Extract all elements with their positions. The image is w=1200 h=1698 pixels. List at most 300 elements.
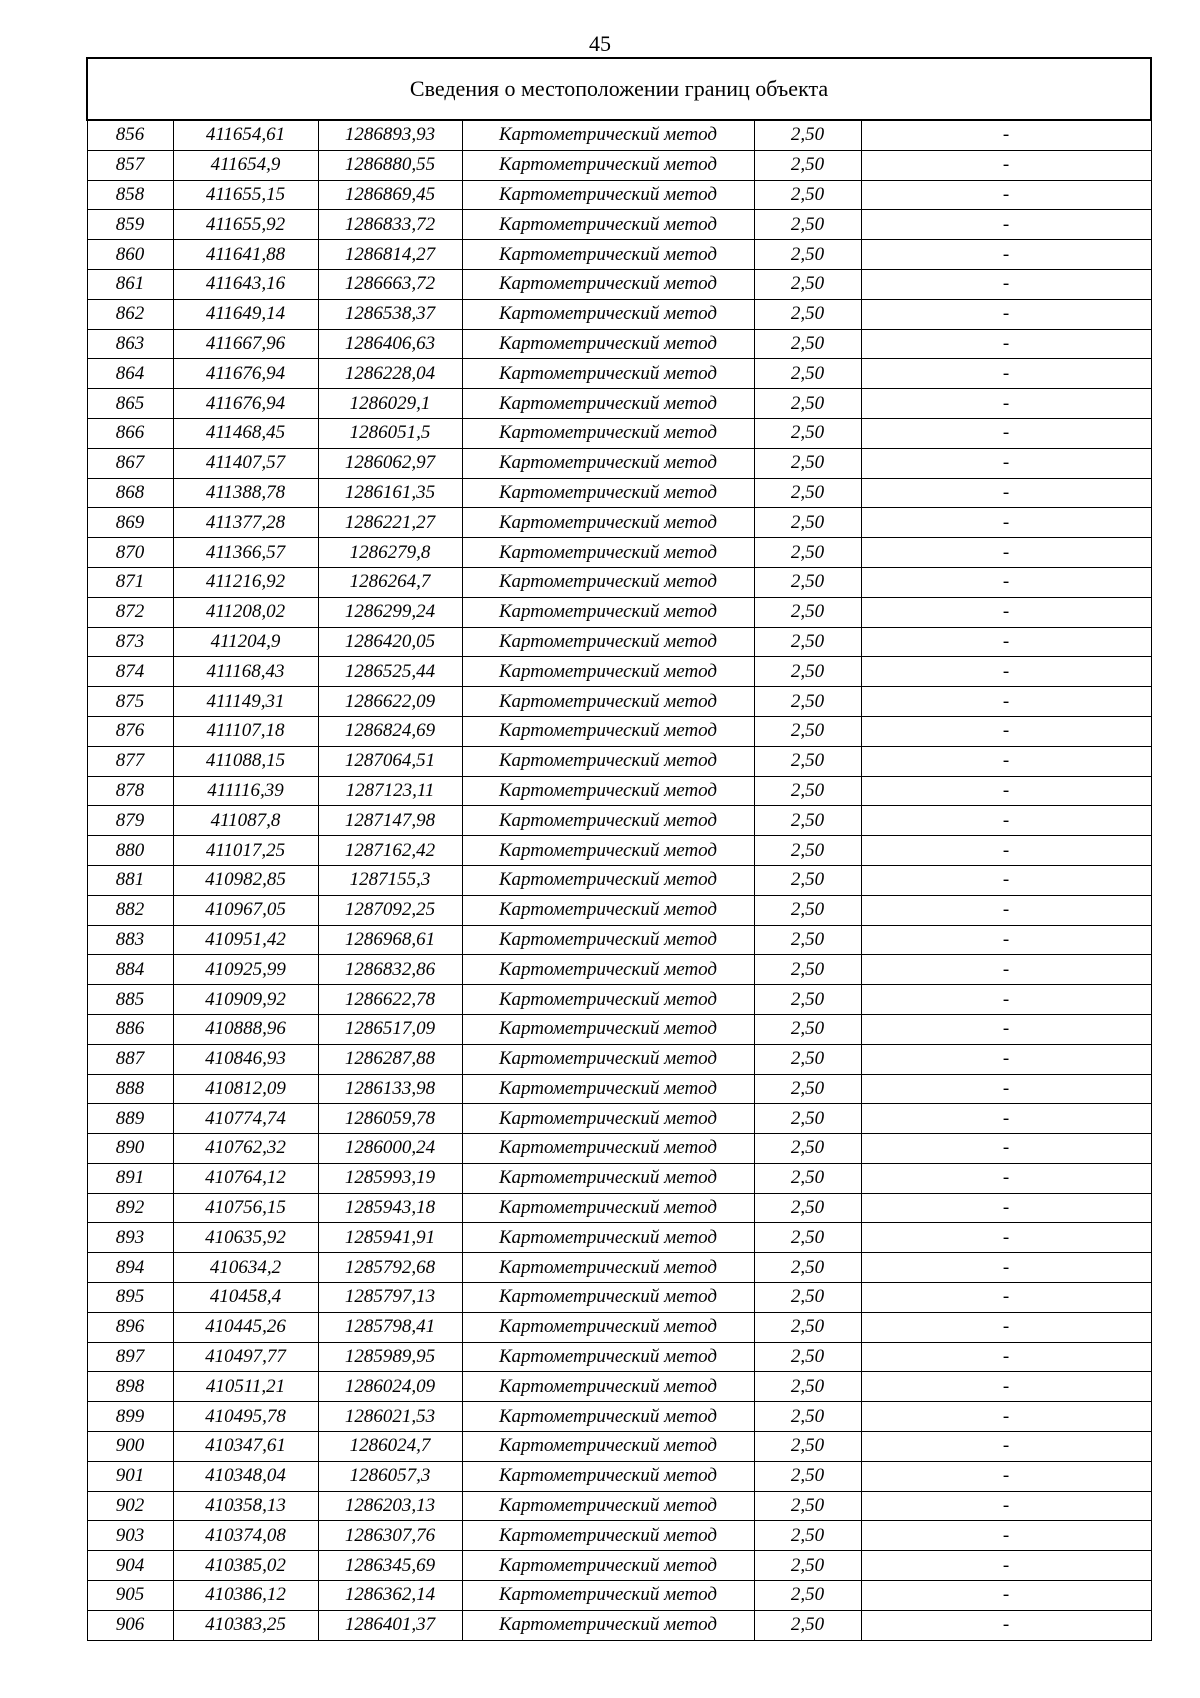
table-row	[87, 895, 1151, 925]
page-number: 45	[589, 31, 611, 56]
table-row	[87, 120, 1151, 150]
point-number-cell: 886	[87, 1014, 173, 1044]
method-cell: Картометрический метод	[462, 1134, 754, 1164]
table-row	[87, 985, 1151, 1015]
y-coordinate-cell: 1286024,7	[318, 1432, 462, 1462]
description-cell: -	[861, 329, 1151, 359]
y-coordinate-cell: 1286345,69	[318, 1551, 462, 1581]
accuracy-cell: 2,50	[754, 359, 861, 389]
table-row	[87, 955, 1151, 985]
x-coordinate-cell: 411655,92	[173, 210, 318, 240]
accuracy-cell: 2,50	[754, 1551, 861, 1581]
y-coordinate-cell: 1286133,98	[318, 1074, 462, 1104]
method-cell: Картометрический метод	[462, 925, 754, 955]
y-coordinate-cell: 1285797,13	[318, 1283, 462, 1313]
table-row	[87, 1551, 1151, 1581]
description-cell: -	[861, 955, 1151, 985]
x-coordinate-cell: 411116,39	[173, 776, 318, 806]
accuracy-cell: 2,50	[754, 1521, 861, 1551]
point-number-cell: 864	[87, 359, 173, 389]
point-number-cell: 892	[87, 1193, 173, 1223]
x-coordinate-cell: 411377,28	[173, 508, 318, 538]
table-row	[87, 150, 1151, 180]
y-coordinate-cell: 1286279,8	[318, 538, 462, 568]
accuracy-cell: 2,50	[754, 180, 861, 210]
point-number-cell: 858	[87, 180, 173, 210]
point-number-cell: 890	[87, 1134, 173, 1164]
y-coordinate-cell: 1286538,37	[318, 299, 462, 329]
point-number-cell: 872	[87, 597, 173, 627]
accuracy-cell: 2,50	[754, 240, 861, 270]
x-coordinate-cell: 411017,25	[173, 836, 318, 866]
y-coordinate-cell: 1286622,78	[318, 985, 462, 1015]
point-number-cell: 893	[87, 1223, 173, 1253]
point-number-cell: 898	[87, 1372, 173, 1402]
description-cell: -	[861, 806, 1151, 836]
y-coordinate-cell: 1287162,42	[318, 836, 462, 866]
point-number-cell: 896	[87, 1312, 173, 1342]
method-cell: Картометрический метод	[462, 865, 754, 895]
table-row	[87, 240, 1151, 270]
point-number-cell: 900	[87, 1432, 173, 1462]
table-row	[87, 1253, 1151, 1283]
x-coordinate-cell: 410967,05	[173, 895, 318, 925]
point-number-cell: 871	[87, 567, 173, 597]
description-cell: -	[861, 150, 1151, 180]
description-cell: -	[861, 746, 1151, 776]
description-cell: -	[861, 627, 1151, 657]
accuracy-cell: 2,50	[754, 776, 861, 806]
point-number-cell: 863	[87, 329, 173, 359]
method-cell: Картометрический метод	[462, 210, 754, 240]
method-cell: Картометрический метод	[462, 508, 754, 538]
table-row	[87, 269, 1151, 299]
description-cell: -	[861, 836, 1151, 866]
point-number-cell: 878	[87, 776, 173, 806]
method-cell: Картометрический метод	[462, 1581, 754, 1611]
point-number-cell: 883	[87, 925, 173, 955]
y-coordinate-cell: 1286968,61	[318, 925, 462, 955]
x-coordinate-cell: 410762,32	[173, 1134, 318, 1164]
method-cell: Картометрический метод	[462, 1610, 754, 1640]
table-row	[87, 1283, 1151, 1313]
description-cell: -	[861, 418, 1151, 448]
accuracy-cell: 2,50	[754, 210, 861, 240]
y-coordinate-cell: 1285792,68	[318, 1253, 462, 1283]
point-number-cell: 862	[87, 299, 173, 329]
point-number-cell: 856	[87, 120, 173, 150]
method-cell: Картометрический метод	[462, 1163, 754, 1193]
y-coordinate-cell: 1286024,09	[318, 1372, 462, 1402]
table-row	[87, 1610, 1151, 1640]
x-coordinate-cell: 411407,57	[173, 448, 318, 478]
x-coordinate-cell: 410385,02	[173, 1551, 318, 1581]
accuracy-cell: 2,50	[754, 1432, 861, 1462]
description-cell: -	[861, 1044, 1151, 1074]
table-row	[87, 210, 1151, 240]
description-cell: -	[861, 895, 1151, 925]
description-cell: -	[861, 1134, 1151, 1164]
point-number-cell: 899	[87, 1402, 173, 1432]
y-coordinate-cell: 1286832,86	[318, 955, 462, 985]
x-coordinate-cell: 411088,15	[173, 746, 318, 776]
y-coordinate-cell: 1285941,91	[318, 1223, 462, 1253]
description-cell: -	[861, 1253, 1151, 1283]
method-cell: Картометрический метод	[462, 120, 754, 150]
description-cell: -	[861, 180, 1151, 210]
point-number-cell: 891	[87, 1163, 173, 1193]
table-row	[87, 1312, 1151, 1342]
table-row	[87, 1372, 1151, 1402]
method-cell: Картометрический метод	[462, 1193, 754, 1223]
table-row	[87, 1432, 1151, 1462]
description-cell: -	[861, 299, 1151, 329]
description-cell: -	[861, 567, 1151, 597]
description-cell: -	[861, 657, 1151, 687]
method-cell: Картометрический метод	[462, 1432, 754, 1462]
accuracy-cell: 2,50	[754, 806, 861, 836]
table-row	[87, 478, 1151, 508]
table-row	[87, 1074, 1151, 1104]
x-coordinate-cell: 410925,99	[173, 955, 318, 985]
method-cell: Картометрический метод	[462, 746, 754, 776]
x-coordinate-cell: 410982,85	[173, 865, 318, 895]
method-cell: Картометрический метод	[462, 180, 754, 210]
table-row	[87, 508, 1151, 538]
point-number-cell: 887	[87, 1044, 173, 1074]
point-number-cell: 903	[87, 1521, 173, 1551]
method-cell: Картометрический метод	[462, 1074, 754, 1104]
x-coordinate-cell: 410634,2	[173, 1253, 318, 1283]
point-number-cell: 905	[87, 1581, 173, 1611]
accuracy-cell: 2,50	[754, 538, 861, 568]
x-coordinate-cell: 410348,04	[173, 1461, 318, 1491]
accuracy-cell: 2,50	[754, 508, 861, 538]
y-coordinate-cell: 1286059,78	[318, 1104, 462, 1134]
description-cell: -	[861, 1074, 1151, 1104]
description-cell: -	[861, 1223, 1151, 1253]
description-cell: -	[861, 269, 1151, 299]
accuracy-cell: 2,50	[754, 478, 861, 508]
y-coordinate-cell: 1286525,44	[318, 657, 462, 687]
point-number-cell: 867	[87, 448, 173, 478]
method-cell: Картометрический метод	[462, 687, 754, 717]
table-row	[87, 776, 1151, 806]
y-coordinate-cell: 1287147,98	[318, 806, 462, 836]
description-cell: -	[861, 1432, 1151, 1462]
y-coordinate-cell: 1286622,09	[318, 687, 462, 717]
x-coordinate-cell: 410909,92	[173, 985, 318, 1015]
y-coordinate-cell: 1286161,35	[318, 478, 462, 508]
method-cell: Картометрический метод	[462, 1372, 754, 1402]
x-coordinate-cell: 411468,45	[173, 418, 318, 448]
table-row	[87, 1342, 1151, 1372]
y-coordinate-cell: 1285989,95	[318, 1342, 462, 1372]
y-coordinate-cell: 1286880,55	[318, 150, 462, 180]
y-coordinate-cell: 1285798,41	[318, 1312, 462, 1342]
accuracy-cell: 2,50	[754, 1044, 861, 1074]
y-coordinate-cell: 1286051,5	[318, 418, 462, 448]
method-cell: Картометрический метод	[462, 627, 754, 657]
x-coordinate-cell: 410774,74	[173, 1104, 318, 1134]
accuracy-cell: 2,50	[754, 955, 861, 985]
description-cell: -	[861, 210, 1151, 240]
table-body	[87, 120, 1151, 1640]
y-coordinate-cell: 1286000,24	[318, 1134, 462, 1164]
y-coordinate-cell: 1286406,63	[318, 329, 462, 359]
table-row	[87, 1521, 1151, 1551]
table-row	[87, 687, 1151, 717]
method-cell: Картометрический метод	[462, 806, 754, 836]
accuracy-cell: 2,50	[754, 716, 861, 746]
table-row	[87, 1044, 1151, 1074]
method-cell: Картометрический метод	[462, 329, 754, 359]
accuracy-cell: 2,50	[754, 567, 861, 597]
accuracy-cell: 2,50	[754, 627, 861, 657]
accuracy-cell: 2,50	[754, 1193, 861, 1223]
point-number-cell: 859	[87, 210, 173, 240]
accuracy-cell: 2,50	[754, 1312, 861, 1342]
x-coordinate-cell: 410497,77	[173, 1342, 318, 1372]
point-number-cell: 874	[87, 657, 173, 687]
x-coordinate-cell: 411641,88	[173, 240, 318, 270]
description-cell: -	[861, 865, 1151, 895]
y-coordinate-cell: 1286420,05	[318, 627, 462, 657]
accuracy-cell: 2,50	[754, 1223, 861, 1253]
description-cell: -	[861, 359, 1151, 389]
accuracy-cell: 2,50	[754, 865, 861, 895]
table-row	[87, 1193, 1151, 1223]
x-coordinate-cell: 410386,12	[173, 1581, 318, 1611]
point-number-cell: 902	[87, 1491, 173, 1521]
y-coordinate-cell: 1286299,24	[318, 597, 462, 627]
table-row	[87, 1104, 1151, 1134]
y-coordinate-cell: 1286221,27	[318, 508, 462, 538]
x-coordinate-cell: 410374,08	[173, 1521, 318, 1551]
y-coordinate-cell: 1286869,45	[318, 180, 462, 210]
description-cell: -	[861, 776, 1151, 806]
method-cell: Картометрический метод	[462, 1491, 754, 1521]
description-cell: -	[861, 597, 1151, 627]
method-cell: Картометрический метод	[462, 1312, 754, 1342]
x-coordinate-cell: 411649,14	[173, 299, 318, 329]
accuracy-cell: 2,50	[754, 1163, 861, 1193]
x-coordinate-cell: 411667,96	[173, 329, 318, 359]
x-coordinate-cell: 410445,26	[173, 1312, 318, 1342]
table-row	[87, 1581, 1151, 1611]
description-cell: -	[861, 240, 1151, 270]
accuracy-cell: 2,50	[754, 925, 861, 955]
accuracy-cell: 2,50	[754, 1342, 861, 1372]
table-row	[87, 925, 1151, 955]
method-cell: Картометрический метод	[462, 1014, 754, 1044]
x-coordinate-cell: 411643,16	[173, 269, 318, 299]
method-cell: Картометрический метод	[462, 1223, 754, 1253]
y-coordinate-cell: 1287155,3	[318, 865, 462, 895]
accuracy-cell: 2,50	[754, 1074, 861, 1104]
x-coordinate-cell: 410383,25	[173, 1610, 318, 1640]
y-coordinate-cell: 1286062,97	[318, 448, 462, 478]
y-coordinate-cell: 1286663,72	[318, 269, 462, 299]
x-coordinate-cell: 410951,42	[173, 925, 318, 955]
x-coordinate-cell: 410764,12	[173, 1163, 318, 1193]
accuracy-cell: 2,50	[754, 329, 861, 359]
accuracy-cell: 2,50	[754, 1402, 861, 1432]
method-cell: Картометрический метод	[462, 448, 754, 478]
description-cell: -	[861, 389, 1151, 419]
accuracy-cell: 2,50	[754, 389, 861, 419]
method-cell: Картометрический метод	[462, 836, 754, 866]
x-coordinate-cell: 411654,61	[173, 120, 318, 150]
point-number-cell: 868	[87, 478, 173, 508]
point-number-cell: 875	[87, 687, 173, 717]
method-cell: Картометрический метод	[462, 1551, 754, 1581]
accuracy-cell: 2,50	[754, 1610, 861, 1640]
point-number-cell: 869	[87, 508, 173, 538]
description-cell: -	[861, 687, 1151, 717]
description-cell: -	[861, 1491, 1151, 1521]
x-coordinate-cell: 410635,92	[173, 1223, 318, 1253]
table-row	[87, 329, 1151, 359]
method-cell: Картометрический метод	[462, 1402, 754, 1432]
method-cell: Картометрический метод	[462, 597, 754, 627]
method-cell: Картометрический метод	[462, 1521, 754, 1551]
description-cell: -	[861, 1312, 1151, 1342]
table-row	[87, 418, 1151, 448]
table-row	[87, 1461, 1151, 1491]
table-row	[87, 180, 1151, 210]
point-number-cell: 906	[87, 1610, 173, 1640]
x-coordinate-cell: 411655,15	[173, 180, 318, 210]
point-number-cell: 888	[87, 1074, 173, 1104]
description-cell: -	[861, 1104, 1151, 1134]
point-number-cell: 877	[87, 746, 173, 776]
y-coordinate-cell: 1286203,13	[318, 1491, 462, 1521]
accuracy-cell: 2,50	[754, 836, 861, 866]
table-row	[87, 448, 1151, 478]
method-cell: Картометрический метод	[462, 299, 754, 329]
x-coordinate-cell: 411204,9	[173, 627, 318, 657]
x-coordinate-cell: 410495,78	[173, 1402, 318, 1432]
method-cell: Картометрический метод	[462, 1104, 754, 1134]
table-row	[87, 1134, 1151, 1164]
method-cell: Картометрический метод	[462, 418, 754, 448]
x-coordinate-cell: 410347,61	[173, 1432, 318, 1462]
accuracy-cell: 2,50	[754, 448, 861, 478]
accuracy-cell: 2,50	[754, 985, 861, 1015]
point-number-cell: 881	[87, 865, 173, 895]
method-cell: Картометрический метод	[462, 478, 754, 508]
method-cell: Картометрический метод	[462, 895, 754, 925]
accuracy-cell: 2,50	[754, 597, 861, 627]
table-row	[87, 1491, 1151, 1521]
y-coordinate-cell: 1286833,72	[318, 210, 462, 240]
table-row	[87, 1014, 1151, 1044]
point-number-cell: 873	[87, 627, 173, 657]
description-cell: -	[861, 925, 1151, 955]
method-cell: Картометрический метод	[462, 1283, 754, 1313]
point-number-cell: 897	[87, 1342, 173, 1372]
description-cell: -	[861, 1581, 1151, 1611]
x-coordinate-cell: 411087,8	[173, 806, 318, 836]
y-coordinate-cell: 1286021,53	[318, 1402, 462, 1432]
accuracy-cell: 2,50	[754, 746, 861, 776]
accuracy-cell: 2,50	[754, 150, 861, 180]
method-cell: Картометрический метод	[462, 985, 754, 1015]
method-cell: Картометрический метод	[462, 359, 754, 389]
point-number-cell: 889	[87, 1104, 173, 1134]
y-coordinate-cell: 1285993,19	[318, 1163, 462, 1193]
table-row	[87, 538, 1151, 568]
accuracy-cell: 2,50	[754, 1491, 861, 1521]
point-number-cell: 861	[87, 269, 173, 299]
x-coordinate-cell: 410756,15	[173, 1193, 318, 1223]
accuracy-cell: 2,50	[754, 1253, 861, 1283]
point-number-cell: 865	[87, 389, 173, 419]
y-coordinate-cell: 1286057,3	[318, 1461, 462, 1491]
y-coordinate-cell: 1287092,25	[318, 895, 462, 925]
y-coordinate-cell: 1285943,18	[318, 1193, 462, 1223]
x-coordinate-cell: 410812,09	[173, 1074, 318, 1104]
table-title: Сведения о местоположении границ объекта	[87, 58, 1151, 120]
y-coordinate-cell: 1286824,69	[318, 716, 462, 746]
accuracy-cell: 2,50	[754, 1104, 861, 1134]
point-number-cell: 894	[87, 1253, 173, 1283]
x-coordinate-cell: 410458,4	[173, 1283, 318, 1313]
y-coordinate-cell: 1286029,1	[318, 389, 462, 419]
y-coordinate-cell: 1286264,7	[318, 567, 462, 597]
x-coordinate-cell: 411216,92	[173, 567, 318, 597]
table-row	[87, 299, 1151, 329]
accuracy-cell: 2,50	[754, 1134, 861, 1164]
point-number-cell: 876	[87, 716, 173, 746]
method-cell: Картометрический метод	[462, 240, 754, 270]
method-cell: Картометрический метод	[462, 716, 754, 746]
description-cell: -	[861, 508, 1151, 538]
point-number-cell: 879	[87, 806, 173, 836]
x-coordinate-cell: 411107,18	[173, 716, 318, 746]
method-cell: Картометрический метод	[462, 657, 754, 687]
x-coordinate-cell: 411168,43	[173, 657, 318, 687]
accuracy-cell: 2,50	[754, 1581, 861, 1611]
description-cell: -	[861, 1193, 1151, 1223]
point-number-cell: 895	[87, 1283, 173, 1313]
accuracy-cell: 2,50	[754, 1372, 861, 1402]
table-row	[87, 806, 1151, 836]
method-cell: Картометрический метод	[462, 1342, 754, 1372]
x-coordinate-cell: 411208,02	[173, 597, 318, 627]
table-row	[87, 716, 1151, 746]
table-row	[87, 627, 1151, 657]
description-cell: -	[861, 478, 1151, 508]
method-cell: Картометрический метод	[462, 269, 754, 299]
method-cell: Картометрический метод	[462, 538, 754, 568]
description-cell: -	[861, 1342, 1151, 1372]
point-number-cell: 860	[87, 240, 173, 270]
x-coordinate-cell: 410511,21	[173, 1372, 318, 1402]
y-coordinate-cell: 1286362,14	[318, 1581, 462, 1611]
description-cell: -	[861, 120, 1151, 150]
table-row	[87, 1223, 1151, 1253]
accuracy-cell: 2,50	[754, 1283, 861, 1313]
accuracy-cell: 2,50	[754, 418, 861, 448]
y-coordinate-cell: 1286517,09	[318, 1014, 462, 1044]
table-title-row	[87, 58, 1151, 120]
table-row	[87, 1163, 1151, 1193]
description-cell: -	[861, 1402, 1151, 1432]
method-cell: Картометрический метод	[462, 1044, 754, 1074]
table-row	[87, 746, 1151, 776]
